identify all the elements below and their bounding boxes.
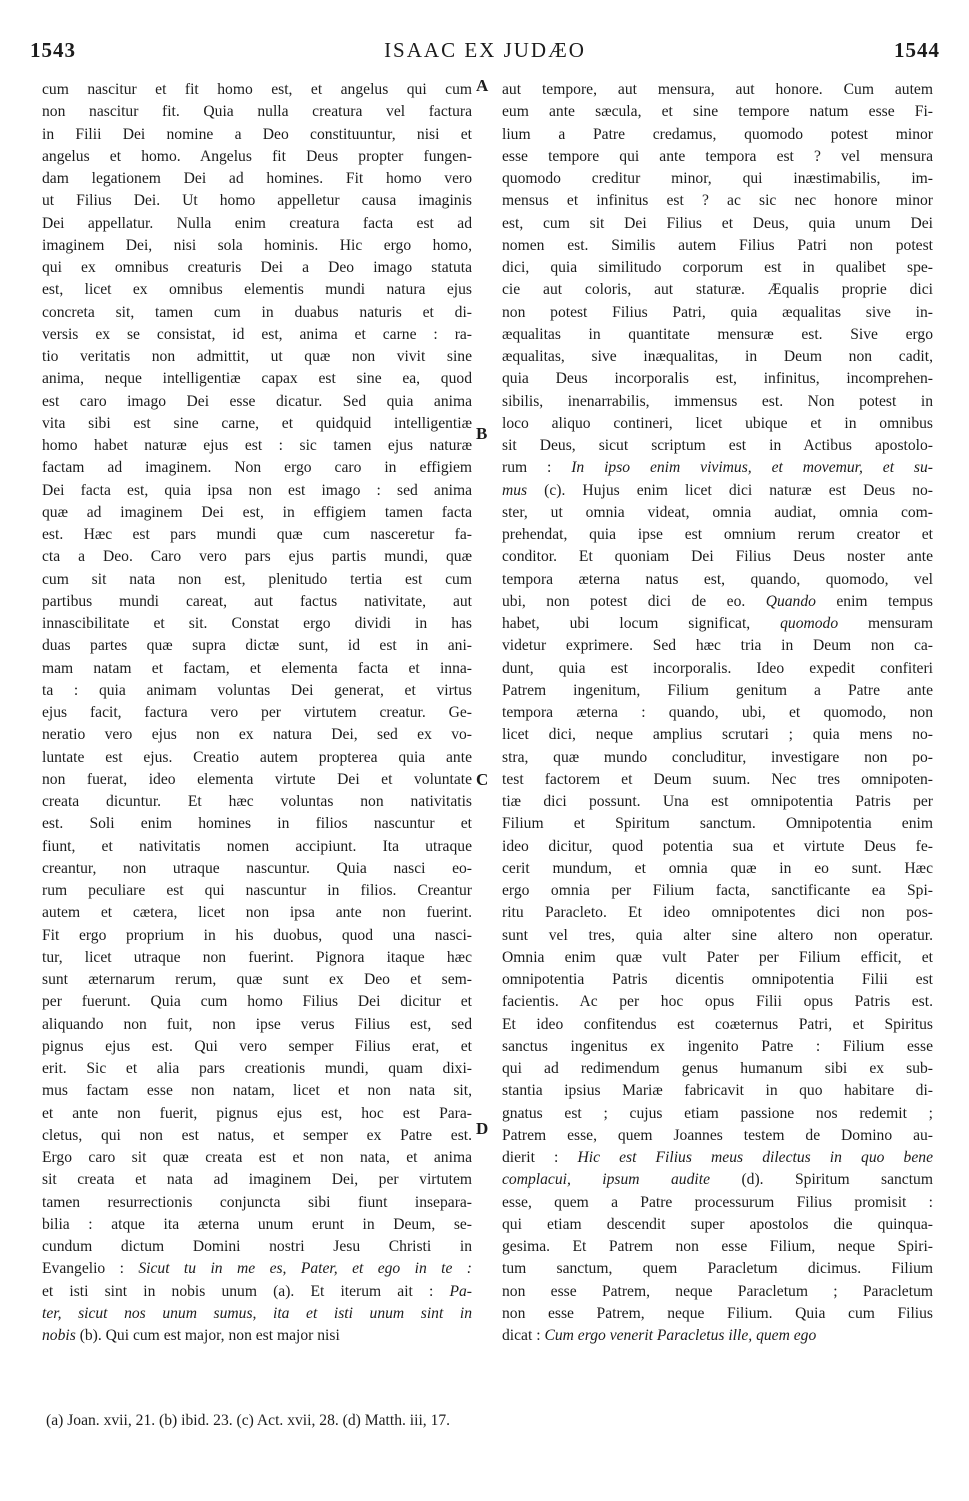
text-line: neratio vero ejus non ex natura Dei, sed ex vo- <box>42 726 472 744</box>
text-line: rum peculiare est qui nascuntur in filios. Creantur <box>42 882 472 899</box>
text-line: per fuerunt. Quia cum homo Filius Dei dicitur et <box>42 993 472 1011</box>
text-line: partibus mundi careat, aut factus nativitate, aut <box>42 592 472 610</box>
text-line: Dei facta est, quia ipsa non est imago : sed anima <box>42 481 472 499</box>
text-line: dici, quia similitudo corporum est in qualibet spe- <box>502 259 933 276</box>
text-line: mus (c). Hujus enim licet dici naturæ est Deus no- <box>502 481 933 499</box>
text-line: esse tempore qui ante tempora est ? vel mensura <box>502 147 933 165</box>
text-line: ter, sicut nos unum sumus, ita et isti unum sint in <box>42 1304 472 1322</box>
text-line: test factorem et Deum suum. Nec tres omnipoten- <box>502 770 933 788</box>
text-line: quomodo creditur minor, qui inæstimabilis, im- <box>502 170 933 187</box>
text-line: non fuerat, ideo elementa virtute Dei et voluntate <box>42 770 472 788</box>
text-line: angelus et homo. Angelus fit Deus propter fungen- <box>42 147 472 165</box>
running-header <box>30 38 940 72</box>
text-line: est. Soli enim homines in filios nascuntur et <box>42 815 472 833</box>
text-line: imaginem Dei, nisi sola hominis. Hic ergo homo, <box>42 236 472 254</box>
text-line: æqualitas in quantitate mensuræ est. Sive ergo <box>502 325 933 343</box>
text-line: autem et cætera, licet non ipsa ante non fuerint. <box>42 904 472 922</box>
text-line: luntate est ejus. Creatio autem propterea quia ante <box>42 748 472 766</box>
text-line: cie aut coloris, aut staturæ. Æqualis proprie dici <box>502 281 933 299</box>
text-line: factam ad imaginem. Non ergo caro in effigiem <box>42 459 472 477</box>
text-line: ta : quia animam voluntas Dei generat, et virtus <box>42 681 472 699</box>
text-line: Omnia enim quæ vult Pater per Filium efficit, et <box>502 948 933 966</box>
text-line: non esse Patrem, neque Paracletum ; Paracletum <box>502 1282 933 1300</box>
text-line: duas partes quæ supra dictæ sunt, id est in ani- <box>42 637 472 655</box>
text-line: nobis (b). Qui cum est major, non est major nisi <box>42 1327 340 1344</box>
left-text-column <box>42 79 472 1347</box>
text-line: omnipotentia Patris dicentis omnipotentia Filii est <box>502 971 933 988</box>
text-line: Ergo caro sit quæ creata est et non nata, et anima <box>42 1149 472 1166</box>
text-line: dicat : Cum ergo venerit Paracletus ille, quem ego <box>502 1327 817 1344</box>
text-line: Fit ergo proprium in his duobus, quod una nasci- <box>42 926 472 944</box>
text-line: ut Filius Dei. Ut homo appelletur causa imaginis <box>42 192 472 210</box>
text-line: concreta sit, tamen cum in duabus naturis et di- <box>42 303 472 321</box>
text-line: est. Hæc est pars mundi quæ cum nasceretur fa- <box>42 526 472 543</box>
text-line: tiæ dici possunt. Una est omnipotentia Patris per <box>502 793 933 810</box>
text-line: ritu Paracleto. Et ideo omnipotentes dici non pos- <box>502 904 933 922</box>
text-line: et ante non fuerit, pignus ejus est, hoc est Para- <box>42 1104 472 1122</box>
text-line: gnatus est ; cujus etiam passione nos redemit ; <box>502 1104 933 1122</box>
text-line: innascibilitate et sit. Constat ergo dividi in has <box>42 615 472 632</box>
text-line: stra, quæ mundo concluditur, investigare non po- <box>502 748 933 766</box>
text-line: Patrem esse, quem Joannes testem de Domino au- <box>502 1126 933 1144</box>
text-line: vita sibi est sine carne, et quidquid intelligentiæ <box>42 414 472 432</box>
text-line: nomen est. Similis autem Filius Patri non potest <box>502 236 933 254</box>
text-line: non potest Filius Patri, quia æqualitas sive in- <box>502 303 933 321</box>
text-line: bilia : atque ita æterna unum erunt in Deum, se- <box>42 1215 472 1233</box>
text-line: Et ideo confitendus est coæternus Patri, et Spiritus <box>502 1015 933 1033</box>
text-line: creantur, non utraque nascuntur. Quia nasci eo- <box>42 859 472 877</box>
text-line: ideo dicitur, quod potentia sua et virtute Deus fe- <box>502 837 933 855</box>
text-line: eum ante sæcula, et sine tempore natum esse Fi- <box>502 103 933 121</box>
text-line: aliquando non fuit, non ipse verus Filius est, sed <box>42 1015 472 1033</box>
text-line: habet, ubi locum significat, quomodo mensuram <box>502 615 933 632</box>
section-marker-b: B <box>476 424 488 443</box>
text-line: est, licet ex omnibus elementis mundi natura ejus <box>42 281 472 299</box>
text-line: tempora æterna : quando, ubi, et quomodo, non <box>502 704 933 721</box>
text-line: non nascitur fit. Quia nulla creatura vel factura <box>42 103 472 121</box>
left-column-number: 1543 <box>30 38 76 62</box>
text-line: aut tempore, aut mensura, aut honore. Cum autem <box>502 81 933 98</box>
text-line: creata dicuntur. Et hæc voluntas non nativitatis <box>42 793 472 810</box>
text-line: Filium et Spiritum sanctum. Omnipotentia enim <box>502 815 933 833</box>
text-line: tur, licet utraque non fuerint. Pignora itaque hæc <box>42 948 472 966</box>
text-line: licet dici, neque amplius scrutari ; quia mens no- <box>502 726 933 744</box>
text-line: complacui, ipsum audite (d). Spiritum sanctum <box>502 1171 933 1189</box>
text-line: quia Deus incorporalis est, infinitus, incomprehen- <box>502 370 933 388</box>
text-line: erit. Sic et alia pars creationis mundi, quam dixi- <box>42 1060 472 1077</box>
text-line: ster, ut omnia videat, omnia audiat, omnia com- <box>502 503 933 521</box>
text-line: cerit mundum, et omnia quæ in eo sunt. Hæc <box>502 859 933 877</box>
text-line: mus factam esse non natam, licet et non nata sit, <box>42 1082 472 1100</box>
text-line: sit creata et nata ad imaginem Dei, per virtutem <box>42 1171 472 1189</box>
text-line: dam legationem Dei ad homines. Fit homo vero <box>42 170 472 187</box>
text-line: tio veritatis non admittit, ut quæ non vivit sine <box>42 348 472 365</box>
text-line: prehendat, quia ipse est omnium rerum creator et <box>502 526 933 543</box>
text-line: fiunt, et nativitatis nomen accipiunt. Ita utraque <box>42 837 472 855</box>
text-line: tum sanctum, quem Paracletum dicimus. Filium <box>502 1260 933 1278</box>
section-marker-c: C <box>476 770 489 789</box>
text-line: cletus, qui non est natus, et semper ex Patre est. <box>42 1126 472 1144</box>
text-line: non esse Patrem, neque Filium. Quia cum Filius <box>502 1304 933 1322</box>
text-line: est caro imago Dei esse dicatur. Sed quia anima <box>42 392 472 410</box>
text-line: versis ex se consistat, id est, anima et carne : ra- <box>42 325 472 343</box>
text-line: cundum dictum Domini nostri Jesu Christi in <box>42 1238 472 1255</box>
running-title: ISAAC EX JUDÆO <box>384 38 586 62</box>
text-line: sanctus ingenitus ex ingenito Patre : Filium esse <box>502 1037 933 1055</box>
text-line: mam natam et factam, et elementa facta et inna- <box>42 659 472 677</box>
text-line: dunt, quia est incorporalis. Ideo expedit confiteri <box>502 659 933 677</box>
text-line: Evangelio : Sicut tu in me es, Pater, et ego in te : <box>42 1260 472 1278</box>
text-line: esse, quem a Patre processurum Filius promisit : <box>502 1193 933 1211</box>
text-line: dierit : Hic est Filius meus dilectus in quo bene <box>502 1149 933 1166</box>
text-line: pignus ejus est. Qui vero semper Filius erat, et <box>42 1037 472 1055</box>
text-line: Dei appellatur. Nulla enim creatura facta est ad <box>42 214 472 232</box>
text-line: gesima. Et Patrem non esse Filium, neque Spiri- <box>502 1238 933 1255</box>
text-line: qui ad redimendum genus humanum sibi ex sub- <box>502 1060 933 1077</box>
text-line: sibilis, inenarrabilis, immensus est. Non potest in <box>502 392 933 410</box>
text-line: ejus facit, factura vero per virtutem creatur. Ge- <box>42 704 472 721</box>
text-line: sunt æternarum rerum, quæ sunt ex Deo et sem- <box>42 971 472 988</box>
text-line: qui etiam descendit super apostolos die quinqua- <box>502 1215 933 1233</box>
text-line: est, cum sit Dei Filius et Deus, quia unum Dei <box>502 214 933 232</box>
right-column-number: 1544 <box>894 38 940 62</box>
text-line: anima, neque intelligentiæ capax est sine ea, quod <box>42 370 472 388</box>
text-line: et isti sint in nobis unum (a). Et iterum ait : Pa- <box>42 1282 472 1300</box>
footnotes: (a) Joan. xvii, 21. (b) ibid. 23. (c) Act. xvii, 28. (d) Matth. iii, 17. <box>46 1412 451 1429</box>
text-line: facientis. Ac per hoc opus Filii opus Patris est. <box>502 993 933 1011</box>
text-line: qui ex omnibus creaturis Dei a Deo imago statuta <box>42 259 472 276</box>
text-line: cum nascitur et fit homo est, et angelus qui cum <box>42 81 472 98</box>
text-line: cta a Deo. Caro vero pars ejus partis mundi, quæ <box>42 548 472 566</box>
text-line: sit Deus, sicut scriptum est in Actibus apostolo- <box>502 437 933 454</box>
text-line: stantia ipsius Mariæ fabricavit in quo habitare di- <box>502 1082 933 1100</box>
text-line: loco aliquo contineri, licet ubique et in omnibus <box>502 414 933 432</box>
section-marker-a: A <box>476 76 489 95</box>
text-line: in Filii Dei nomine a Deo constituuntur, nisi et <box>42 125 472 143</box>
text-line: tempora æterna natus est, quando, quomodo, vel <box>502 570 933 588</box>
text-line: lium a Patre credamus, quomodo potest minor <box>502 125 933 143</box>
text-line: æqualitas, sive inæqualitas, in Deum non cadit, <box>502 348 933 365</box>
text-line: rum : In ipso enim vivimus, et movemur, et su- <box>502 459 933 477</box>
text-line: mensus et infinitus est ? ac sic nec honore minor <box>502 192 933 210</box>
text-line: quæ ad imaginem Dei est, in effigiem tamen facta <box>42 503 472 521</box>
text-line: videtur exprimere. Sed hæc tria in Deum non ca- <box>502 637 933 655</box>
text-line: Patrem ingenitum, Filium genitum a Patre ante <box>502 681 933 699</box>
text-line: homo habet naturæ ejus est : sic tamen ejus naturæ <box>42 437 472 454</box>
text-line: sunt vel tres, quia alter sine altero non operatur. <box>502 926 933 944</box>
text-line: conditor. Et quoniam Dei Filius Deus noster ante <box>502 548 933 566</box>
text-line: cum sit nata non est, plenitudo tertia est cum <box>42 570 472 588</box>
text-line: tamen resurrectionis conjuncta sibi fiunt insepara- <box>42 1193 472 1211</box>
section-marker-d: D <box>476 1119 489 1138</box>
text-line: ergo omnia per Filium facta, sanctificante ea Spi- <box>502 882 933 899</box>
right-text-column <box>502 79 933 1347</box>
text-line: ubi, non potest dici de eo. Quando enim tempus <box>502 592 933 610</box>
